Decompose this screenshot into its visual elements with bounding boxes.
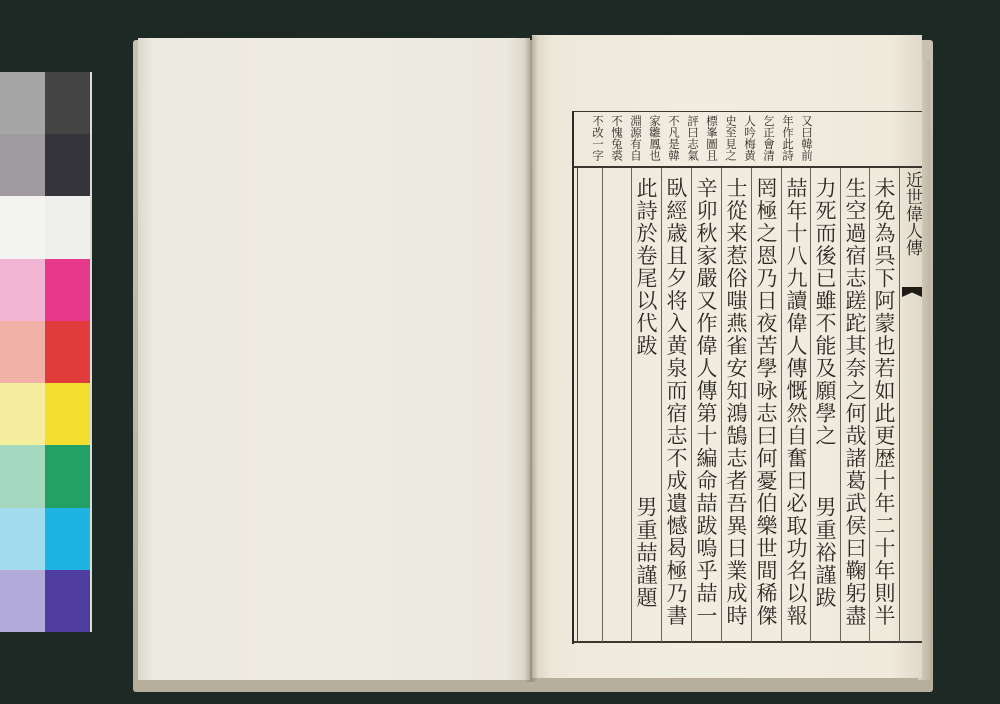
signer-relation: 男 <box>813 496 837 519</box>
column-rule <box>602 168 603 642</box>
headnote-box-top-rule <box>572 111 922 112</box>
text-column-6 <box>721 177 751 647</box>
swatch-row-4-tint <box>0 259 45 321</box>
headnote: 又曰韓前 <box>800 115 814 161</box>
signature: 重喆謹題 <box>634 519 658 609</box>
column-text: 罔極之恩乃日夜苦學咏志曰何憂伯樂世間稀傑 <box>754 177 778 627</box>
swatch-row-6-solid <box>45 383 90 445</box>
swatch-row-3-tint <box>0 196 45 258</box>
color-calibration-card <box>0 72 92 632</box>
column-text: 辛卯秋家嚴又作偉人傳第十編命喆跋嗚乎喆一 <box>694 177 718 627</box>
fishtail-mark <box>902 287 922 297</box>
text-column-9 <box>631 177 661 647</box>
signature: 重裕謹跋 <box>813 519 837 609</box>
swatch-row-7-solid <box>45 445 90 507</box>
text-frame-left-rule <box>572 111 574 644</box>
column-text: 喆年十八九讀偉人傳慨然自奮曰必取功名以報 <box>784 177 808 627</box>
column-text: 此詩於卷尾以代跋 <box>634 177 658 357</box>
swatch-row-2-solid <box>45 134 90 196</box>
running-head: 近世偉人傳 <box>902 171 922 256</box>
text-column-3 <box>810 177 840 647</box>
headnote: 不愧兔裘 <box>610 115 624 161</box>
gutter-shadow <box>524 36 538 682</box>
column-text: 生空過宿志蹉跎其奈之何哉諸葛武侯曰鞠躬盡 <box>843 177 867 627</box>
column-text: 士從来惹俗嗤燕雀安知鴻鵠志者吾異日業成時 <box>724 177 748 627</box>
swatch-row-4-solid <box>45 259 90 321</box>
swatch-row-2-tint <box>0 134 45 196</box>
swatch-row-8-tint <box>0 508 45 570</box>
swatch-row-5-solid <box>45 321 90 383</box>
swatch-row-3-solid <box>45 196 90 258</box>
column-text: 力死而後已雖不能及願學之 <box>813 177 837 447</box>
column-text: 臥經歳且夕将入黄泉而宿志不成遺憾曷極乃書 <box>664 177 688 627</box>
swatch-row-5-tint <box>0 321 45 383</box>
swatch-row-8-solid <box>45 508 90 570</box>
headnote: 淵源有自 <box>629 115 643 161</box>
headnote: 標峯圖且 <box>705 115 719 161</box>
text-frame-inner-rule <box>577 168 578 642</box>
text-column-2 <box>840 177 870 647</box>
text-column-4 <box>781 177 811 647</box>
swatch-row-9-solid <box>45 570 90 632</box>
headnote: 年作此詩 <box>781 115 795 161</box>
text-column-8 <box>661 177 691 647</box>
headnote: 不改一字 <box>591 115 605 161</box>
swatch-row-7-tint <box>0 445 45 507</box>
column-rule <box>899 168 900 642</box>
swatch-row-9-tint <box>0 570 45 632</box>
headnote: 評曰志氣 <box>686 115 700 161</box>
text-column-1 <box>869 177 899 647</box>
column-text: 未免為呉下阿蒙也若如此更歴十年二十年則半 <box>872 177 896 627</box>
headnote: 家雛鳳也 <box>648 115 662 161</box>
left-page-blank <box>138 38 530 680</box>
swatch-row-6-tint <box>0 383 45 445</box>
signer-relation: 男 <box>634 496 658 519</box>
headnote: 乞正會清 <box>762 115 776 161</box>
swatch-row-1-tint <box>0 72 45 134</box>
text-column-7 <box>691 177 721 647</box>
text-column-5 <box>751 177 781 647</box>
right-page <box>532 35 922 678</box>
swatch-row-1-solid <box>45 72 90 134</box>
headnote: 人吟梅黄 <box>743 115 757 161</box>
headnote: 史至見之 <box>724 115 738 161</box>
headnote: 不凡是韓 <box>667 115 681 161</box>
